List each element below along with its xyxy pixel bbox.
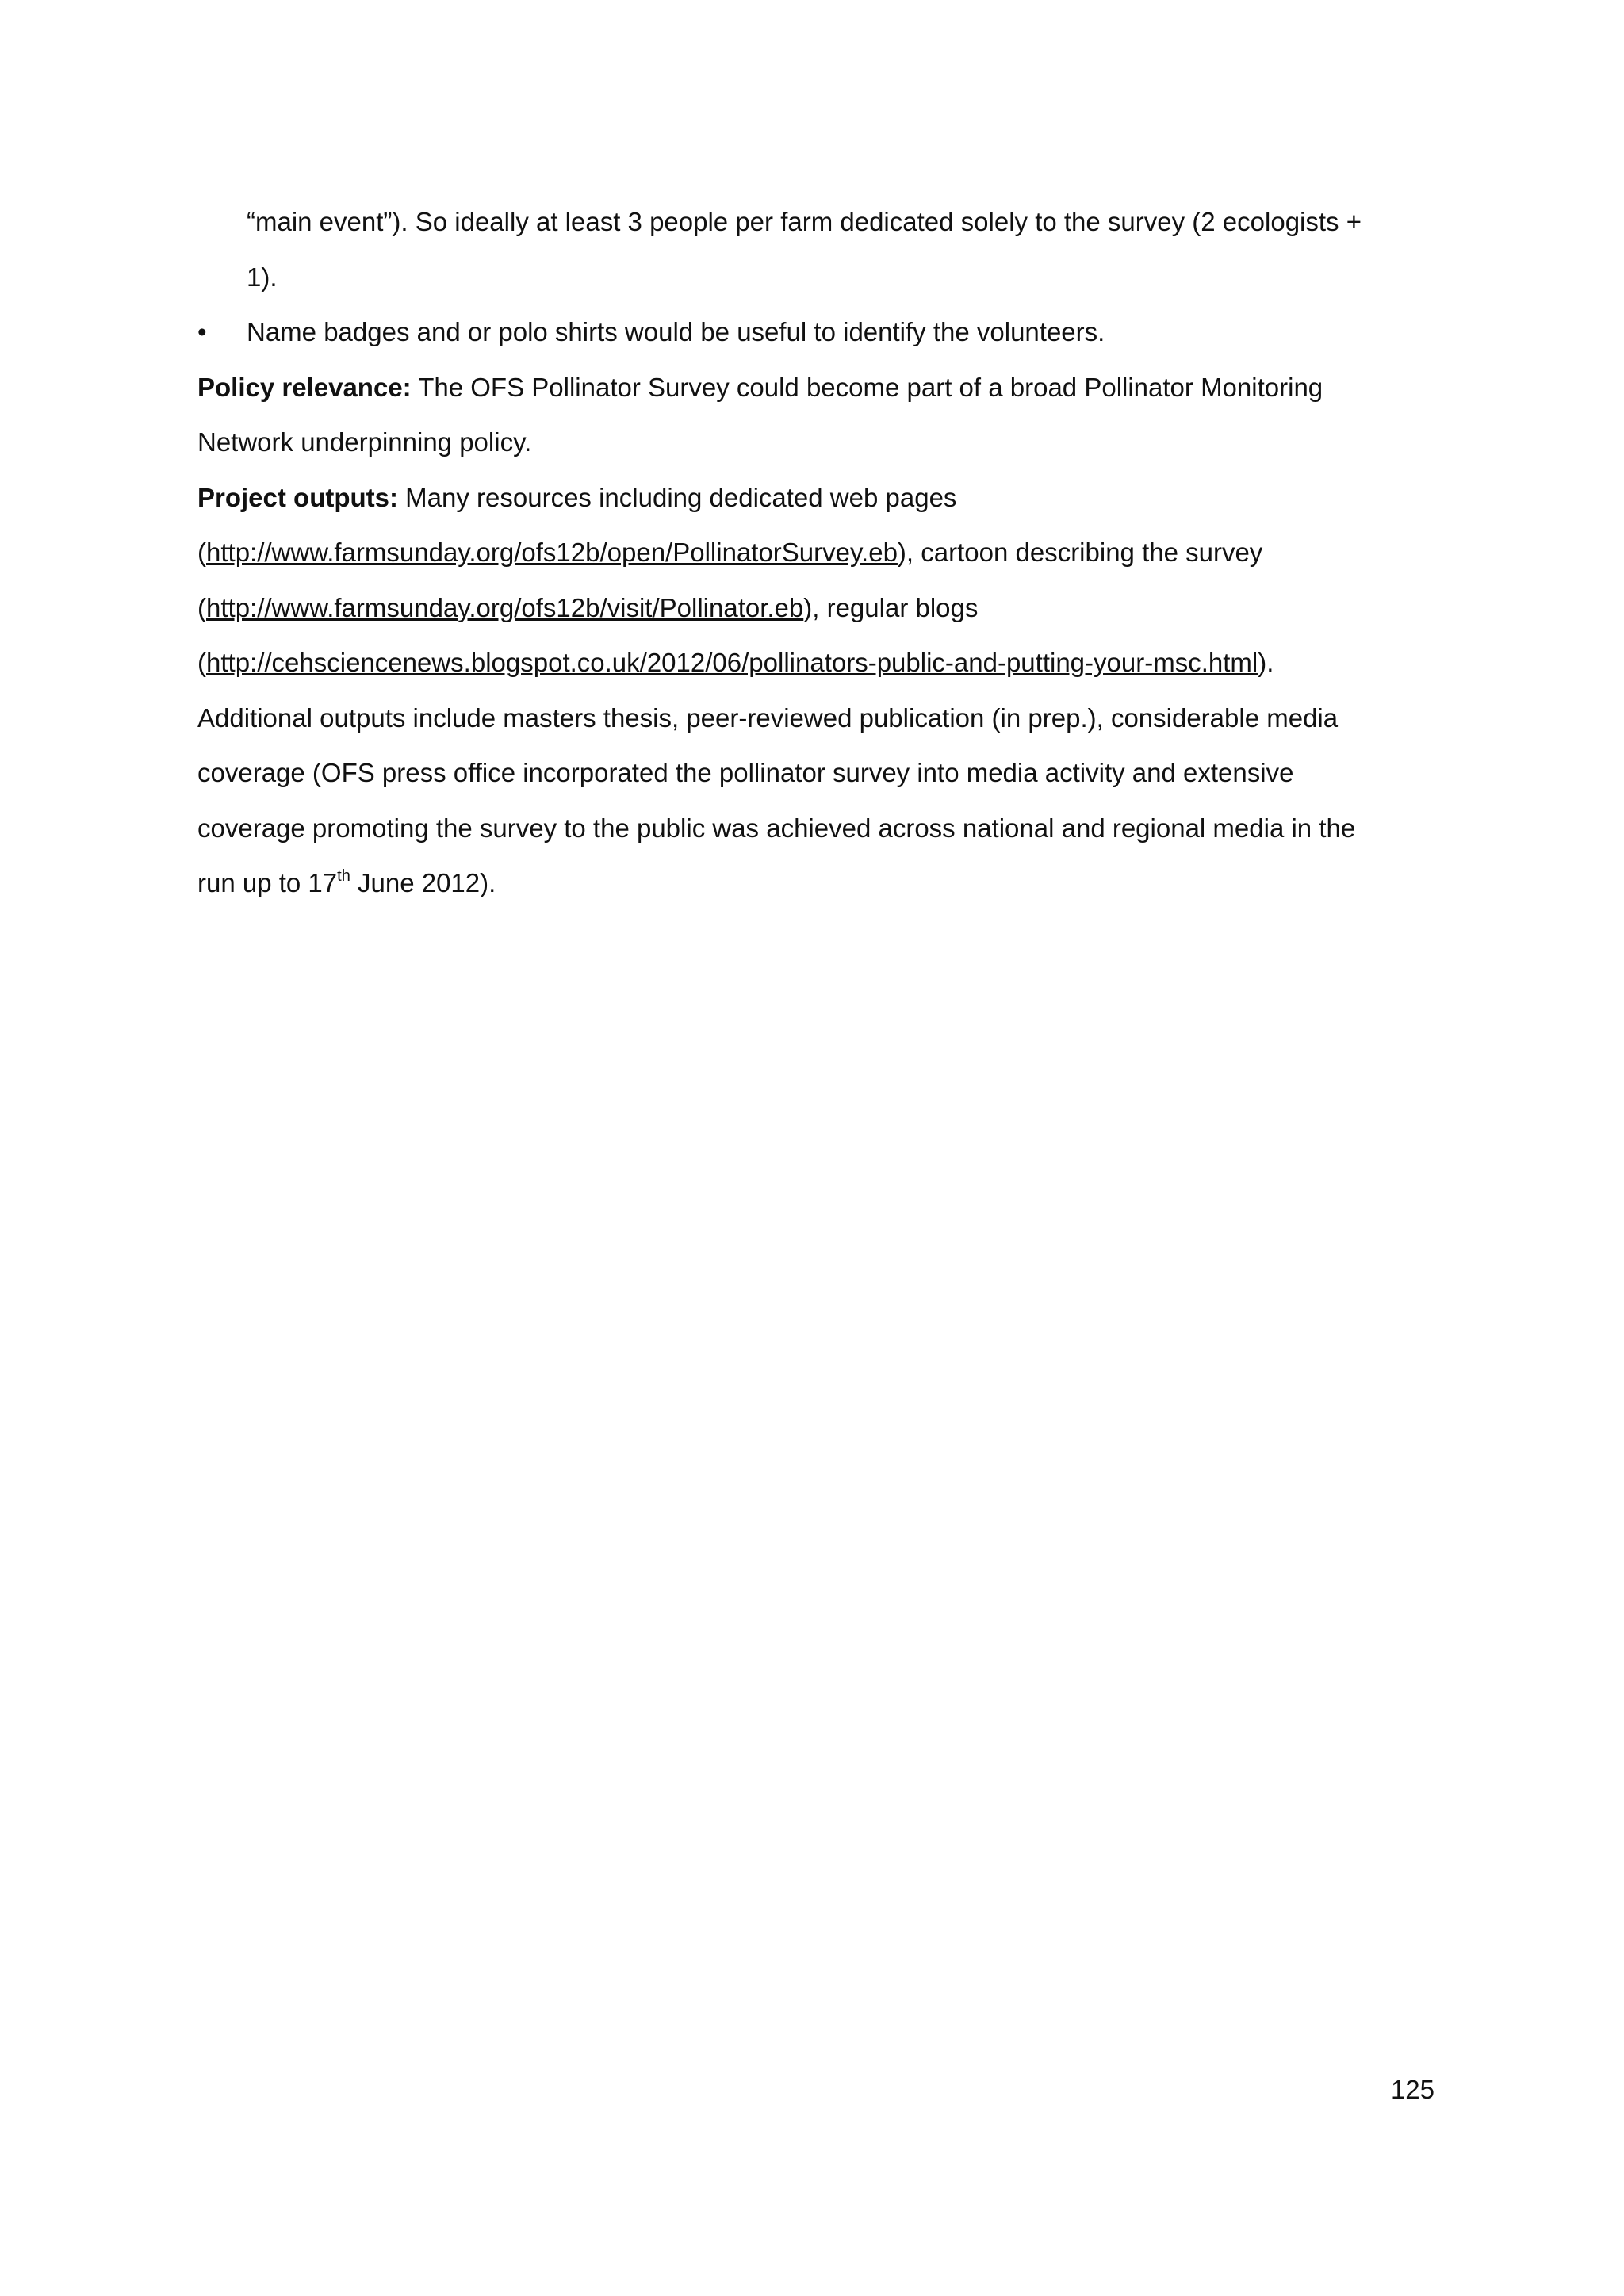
paren-open: ( (197, 592, 206, 622)
link-blog[interactable]: http://cehsciencenews.blogspot.co.uk/2012/06/pollinators-public-and-putting-your-msc.html (206, 648, 1258, 677)
body-text (197, 194, 1450, 911)
project-outputs-text: Many resources including dedicated web pages (398, 482, 957, 512)
link-line (197, 525, 1450, 580)
project-outputs-label: Project outputs: (197, 482, 398, 512)
project-outputs-line (197, 470, 1450, 526)
link-web-pages[interactable]: http://www.farmsunday.org/ofs12b/open/PollinatorSurvey.eb (206, 538, 898, 567)
policy-relevance-text: The OFS Pollinator Survey could become part of a broad Pollinator Monitoring (411, 372, 1323, 402)
link-line (197, 580, 1450, 636)
link-cartoon[interactable]: http://www.farmsunday.org/ofs12b/visit/Pollinator.eb (206, 592, 804, 622)
paren-open: ( (197, 648, 206, 677)
page-number: 125 (1390, 2075, 1434, 2104)
text-line: Network underpinning policy. (197, 427, 532, 457)
text-line: Additional outputs include masters thesis, peer-reviewed publication (in prep.), considerable media (197, 702, 1339, 733)
link-line-text: ), cartoon describing the survey (897, 538, 1263, 567)
link-line-text: ). (1258, 648, 1274, 677)
text-line: coverage promoting the survey to the public was achieved across national and regional media in the (197, 813, 1356, 843)
text-line: “main event”). So ideally at least 3 people per farm dedicated solely to the survey (2 ecologists + (247, 207, 1362, 236)
bullet-icon: • (197, 317, 207, 346)
date-text-start: run up to 17 (197, 868, 338, 897)
policy-relevance-label: Policy relevance: (197, 372, 412, 402)
date-text-end: June 2012). (350, 868, 496, 897)
text-line: coverage (OFS press office incorporated the pollinator survey into media activity and extensive (197, 758, 1294, 787)
bullet-item (197, 304, 1450, 360)
bullet-text: Name badges and or polo shirts would be useful to identify the volunteers. (247, 317, 1105, 346)
paren-open: ( (197, 538, 206, 567)
date-line (197, 855, 1450, 911)
policy-relevance-line (197, 360, 1450, 415)
link-line-text: ), regular blogs (803, 592, 979, 622)
link-line (197, 635, 1450, 691)
ordinal-superscript: th (337, 867, 350, 885)
text-line: 1). (247, 262, 278, 292)
